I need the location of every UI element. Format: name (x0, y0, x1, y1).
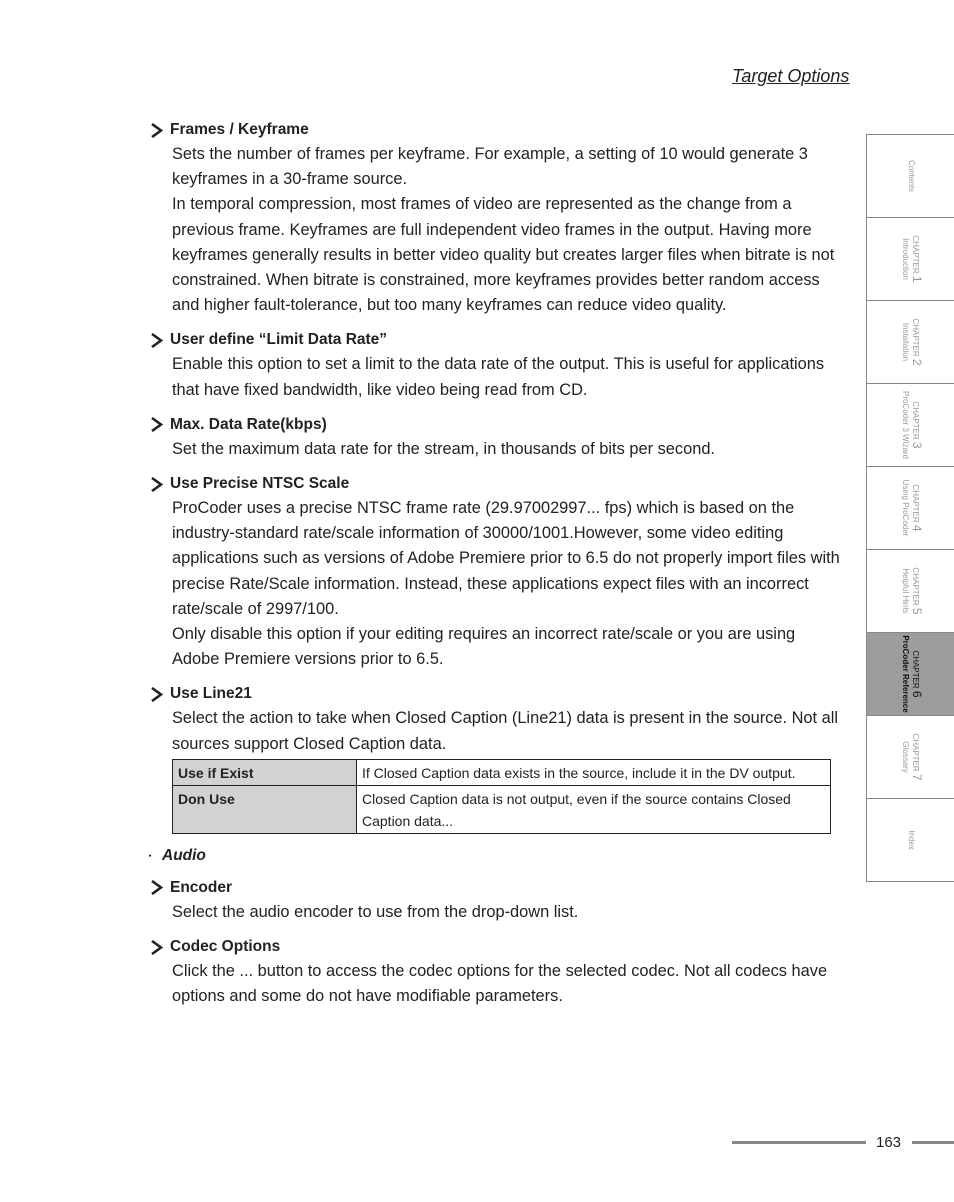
section-use-line21 (150, 682, 840, 833)
footer-rule-left (732, 1141, 866, 1144)
chevron-right-icon (150, 880, 170, 895)
chevron-right-icon (150, 417, 170, 432)
tab-label: CHAPTER 5 Helpful Hints (901, 567, 924, 615)
section-heading (150, 413, 840, 437)
section-paragraph: Set the maximum data rate for the stream, in thousands of bits per second. (172, 439, 715, 458)
section-paragraph: Enable this option to set a limit to the data rate of the output. This is useful for applications that have fixed bandwidth, like video being read from CD. (172, 355, 825, 399)
tab-chapter-6[interactable] (866, 633, 954, 716)
section-title: Frames / Keyframe (170, 121, 309, 138)
tab-label: Contents (907, 159, 916, 193)
table-row (173, 785, 831, 833)
chevron-right-icon (150, 123, 170, 138)
section-heading (150, 682, 840, 706)
section-paragraph: Select the audio encoder to use from the drop-down list. (172, 902, 579, 921)
section-title: User define “Limit Data Rate” (170, 331, 388, 349)
option-name-cell: Don Use (173, 785, 357, 833)
option-description-cell: If Closed Caption data exists in the source, include it in the DV output. (357, 759, 831, 785)
section-precise-ntsc-scale (150, 472, 840, 672)
section-heading (150, 328, 840, 352)
tab-label: CHAPTER 6 ProCoder Reference (901, 635, 924, 713)
section-title: Codec Options (170, 938, 281, 956)
section-encoder (150, 876, 840, 925)
audio-label: Audio (162, 846, 206, 864)
main-content (144, 118, 840, 1019)
section-max-data-rate (150, 413, 840, 462)
page-header-title: Target Options (732, 66, 850, 86)
section-title: Max. Data Rate(kbps) (170, 415, 327, 433)
section-title: Encoder (170, 878, 233, 896)
section-limit-data-rate (150, 328, 840, 402)
tab-chapter-7[interactable] (866, 716, 954, 799)
option-description-cell: Closed Caption data is not output, even if the source contains Closed Caption data... (357, 785, 831, 833)
tab-contents[interactable] (866, 135, 954, 218)
tab-chapter-2[interactable] (866, 301, 954, 384)
chapter-sidebar (866, 134, 954, 882)
tab-label: CHAPTER 7 Glossary (901, 733, 924, 781)
section-paragraph: Only disable this option if your editing requires an incorrect rate/scale or you are using Adobe Premiere versions prior to 6.5. (172, 625, 796, 669)
section-title: Use Line21 (170, 685, 252, 703)
tab-label: CHAPTER 4 Using ProCoder (901, 479, 924, 537)
tab-chapter-1[interactable] (866, 218, 954, 301)
footer-rule-right (912, 1141, 954, 1144)
tab-label: Index (907, 830, 916, 850)
section-paragraph: ProCoder uses a precise NTSC frame rate (29.97002997... fps) which is based on the industry-standard rate/scale information of 30000/1001.However, some video editing applications such as versions of Adobe Premiere prior to 6.5 do not properly import files with precise Rate/Scale information. Instead, these applications expect files with an incorrect rate/scale of 2997/100. (172, 499, 840, 618)
section-codec-options (150, 935, 840, 1009)
tab-chapter-4[interactable] (866, 467, 954, 550)
chevron-right-icon (150, 687, 170, 702)
chevron-right-icon (150, 333, 170, 348)
line21-options-table (172, 759, 831, 834)
section-paragraph: Sets the number of frames per keyframe. For example, a setting of 10 would generate 3 keyframes in a 30-frame source. (172, 145, 808, 189)
section-title: Use Precise NTSC Scale (170, 475, 350, 493)
section-heading (150, 935, 840, 959)
tab-chapter-5[interactable] (866, 550, 954, 633)
section-frames-keyframe (150, 118, 840, 318)
chevron-right-icon (150, 477, 170, 492)
section-heading (150, 876, 840, 900)
table-row (173, 759, 831, 785)
tab-label: CHAPTER 2 Installation (901, 318, 924, 366)
audio-subheading (144, 844, 840, 868)
page-number: 163 (876, 1134, 902, 1151)
option-name-cell: Use if Exist (173, 759, 357, 785)
section-heading (150, 118, 840, 142)
section-heading (150, 472, 840, 496)
tab-chapter-3[interactable] (866, 384, 954, 467)
section-paragraph: In temporal compression, most frames of video are represented as the change from a previous frame. Keyframes are full independent video frames in the output. Having more keyframes generally results in better video quality but creates larger files when bitrate is not constrained. When bitrate is constrained, more keyframes provides better random access and higher fault-tolerance, but too many keyframes can reduce video quality. (172, 195, 835, 315)
tab-label: CHAPTER 3 ProCoder 3 Wizard (901, 390, 924, 460)
tab-label: CHAPTER 1 Introduction (901, 235, 924, 283)
tab-index[interactable] (866, 799, 954, 882)
chevron-right-icon (150, 940, 170, 955)
section-paragraph: Select the action to take when Closed Caption (Line21) data is present in the source. Not all sources support Closed Caption data. (172, 709, 839, 753)
bullet-icon: ・ (144, 849, 157, 864)
section-paragraph: Click the ... button to access the codec options for the selected codec. Not all codecs have options and some do not have modifiable parameters. (172, 962, 828, 1006)
